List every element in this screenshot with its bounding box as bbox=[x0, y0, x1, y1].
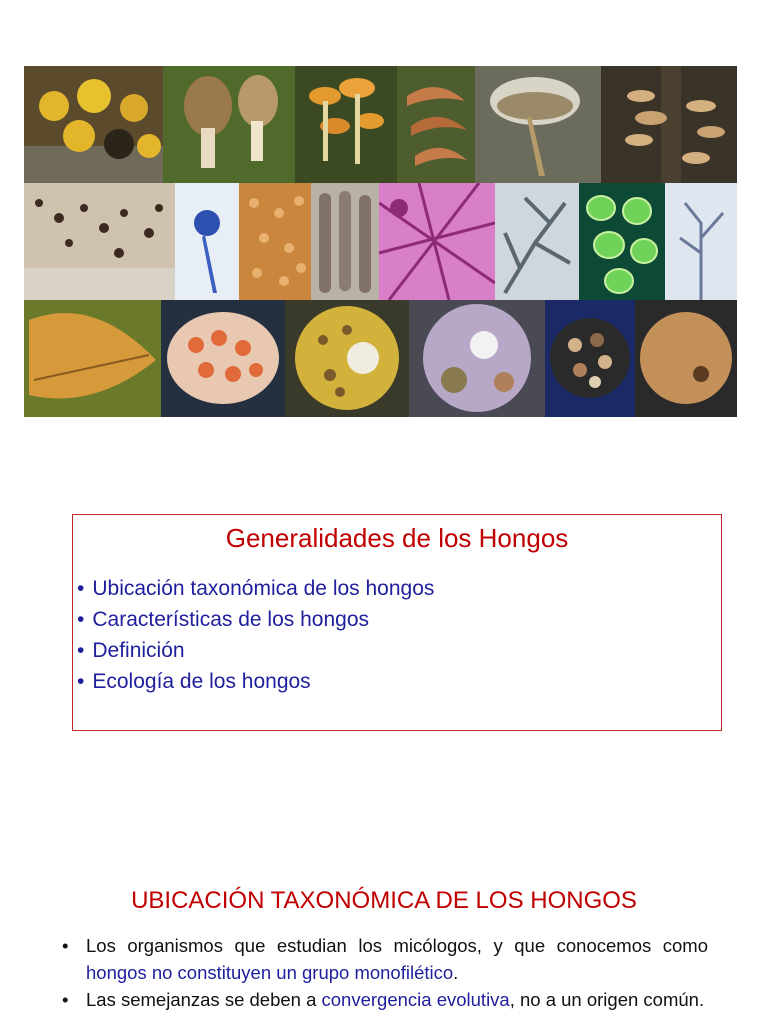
orange-mushroom-cluster-photo bbox=[295, 66, 397, 183]
bullet-text: . bbox=[453, 962, 459, 983]
moldy-fruit-photo bbox=[635, 300, 737, 417]
index-box bbox=[72, 514, 722, 731]
index-item: • Definición bbox=[77, 635, 434, 666]
petri-dish-orange-colonies-photo bbox=[161, 300, 285, 417]
bullet-highlight: convergencia evolutiva bbox=[321, 989, 510, 1010]
collage-row-1 bbox=[24, 66, 737, 183]
mushroom-cluster-on-trunk-photo bbox=[601, 66, 737, 183]
conidiophore-microscopy-photo bbox=[665, 183, 737, 300]
bracket-fungus-photo bbox=[397, 66, 475, 183]
mold-sporangia-photo bbox=[24, 183, 175, 300]
branched-hyphae-microscopy-photo bbox=[495, 183, 579, 300]
yellow-puffball-mushroom-photo bbox=[24, 66, 163, 183]
asci-microscopy-photo bbox=[311, 183, 379, 300]
section-bullets bbox=[60, 932, 708, 1013]
index-item: • Características de los hongos bbox=[77, 604, 434, 635]
section-title: UBICACIÓN TAXONÓMICA DE LOS HONGOS bbox=[131, 887, 637, 914]
index-item: • Ubicación taxonómica de los hongos bbox=[77, 573, 434, 604]
aspergillus-microscopy-photo bbox=[175, 183, 239, 300]
bullet-item bbox=[60, 986, 708, 1013]
index-title: Generalidades de los Hongos bbox=[225, 523, 569, 553]
yeast-cells-microscopy-photo bbox=[239, 183, 311, 300]
bullet-text: Las semejanzas se deben a bbox=[86, 989, 322, 1010]
collage-row-3 bbox=[24, 300, 737, 417]
bullet-item bbox=[60, 932, 708, 986]
petri-dish-yellow-colonies-photo bbox=[285, 300, 409, 417]
collage-row-2 bbox=[24, 183, 737, 300]
bullet-text: Los organismos que estudian los micólogos, y que conocemos como bbox=[86, 935, 708, 956]
green-spores-microscopy-photo bbox=[579, 183, 665, 300]
bullet-text: , no a un origen común. bbox=[509, 989, 705, 1010]
petri-dish-colored-colonies-photo bbox=[545, 300, 635, 417]
petri-dish-purple-colonies-photo bbox=[409, 300, 545, 417]
hairy-mushroom-photo bbox=[475, 66, 601, 183]
leaf-rust-photo bbox=[24, 300, 161, 417]
index-item: • Ecología de los hongos bbox=[77, 666, 434, 697]
bullet-highlight: hongos no constituyen un grupo monofilético bbox=[86, 962, 454, 983]
pink-hyphae-microscopy-photo bbox=[379, 183, 495, 300]
index-list bbox=[77, 573, 434, 697]
fungi-photo-collage bbox=[24, 66, 737, 417]
morel-mushroom-photo bbox=[163, 66, 295, 183]
